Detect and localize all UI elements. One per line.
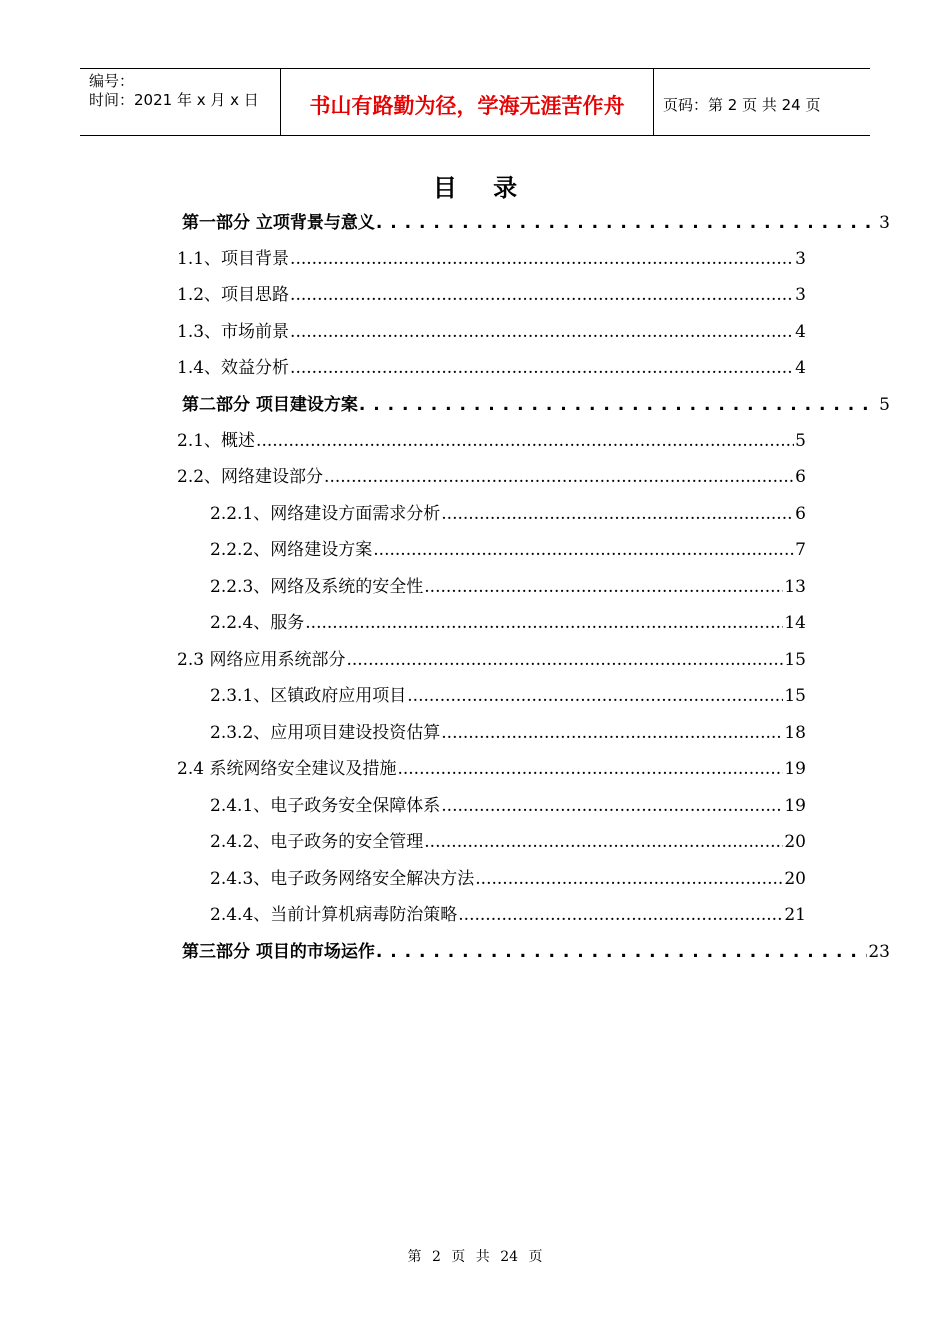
toc-leader	[290, 358, 794, 378]
toc-entry-page: 7	[795, 540, 806, 560]
toc-entry-page: 6	[795, 467, 806, 487]
toc-entry-label: 第二部分 项目建设方案	[182, 395, 358, 415]
toc-entry-page: 23	[868, 942, 890, 962]
toc-leader	[424, 832, 783, 852]
toc-entry-label: 2.1、概述	[177, 431, 256, 451]
toc-entry-label: 2.4.4、当前计算机病毒防治策略	[210, 905, 458, 925]
toc-entry-label: 2.3.2、应用项目建设投资估算	[210, 723, 441, 743]
toc-leader	[305, 613, 783, 633]
toc-entry-page: 3	[795, 285, 806, 305]
toc-entry[interactable]	[177, 317, 806, 347]
toc-entry-label: 2.3.1、区镇政府应用项目	[210, 686, 407, 706]
toc-entry-page: 15	[784, 650, 806, 670]
toc-entry[interactable]	[210, 864, 806, 894]
toc-entry-page: 18	[784, 723, 806, 743]
toc-leader	[376, 942, 867, 962]
toc-leader	[290, 322, 794, 342]
toc-leader	[359, 395, 878, 415]
toc-entry-part-1[interactable]	[182, 208, 890, 238]
toc-entry-page: 21	[784, 905, 806, 925]
toc-entry-label: 2.3 网络应用系统部分	[177, 650, 346, 670]
toc-entry-label: 第三部分 项目的市场运作	[182, 942, 375, 962]
toc-entry[interactable]	[210, 608, 806, 638]
toc-entry-label: 2.2.3、网络及系统的安全性	[210, 577, 424, 597]
toc-entry[interactable]	[210, 572, 806, 602]
toc-leader	[441, 723, 783, 743]
toc-entry-page: 20	[784, 869, 806, 889]
toc-entry-label: 1.1、项目背景	[177, 249, 290, 269]
toc-entry-page: 13	[784, 577, 806, 597]
toc-entry[interactable]	[210, 718, 806, 748]
header-slogan: 书山有路勤为径，学海无涯苦作舟	[281, 69, 654, 135]
toc-entry[interactable]	[210, 499, 806, 529]
header-meta-cell	[80, 69, 281, 135]
toc-entry[interactable]	[210, 827, 806, 857]
toc-entry[interactable]	[210, 900, 806, 930]
document-time-label: 时间：2021 年 x 月 x 日	[89, 91, 259, 109]
toc-leader	[290, 249, 794, 269]
toc-leader	[458, 905, 783, 925]
toc-leader	[290, 285, 794, 305]
toc-leader	[424, 577, 783, 597]
toc-entry-label: 2.4.2、电子政务的安全管理	[210, 832, 424, 852]
toc-entry-label: 1.4、效益分析	[177, 358, 290, 378]
toc-entry[interactable]	[210, 681, 806, 711]
toc-entry-label: 1.3、市场前景	[177, 322, 290, 342]
toc-entry-label: 2.2.2、网络建设方案	[210, 540, 373, 560]
toc-entry[interactable]	[177, 754, 806, 784]
toc-leader	[407, 686, 783, 706]
toc-leader	[441, 796, 783, 816]
toc-entry-page: 20	[784, 832, 806, 852]
toc-entry-label: 2.2.1、网络建设方面需求分析	[210, 504, 441, 524]
toc-title: 目 录	[432, 174, 532, 202]
toc-leader	[475, 869, 783, 889]
toc-entry-page: 4	[795, 322, 806, 342]
document-number-label: 编号：	[89, 72, 135, 90]
toc-entry-page: 3	[879, 213, 890, 233]
toc-entry-page: 15	[784, 686, 806, 706]
toc-entry-label: 2.4.1、电子政务安全保障体系	[210, 796, 441, 816]
toc-entry[interactable]	[177, 426, 806, 456]
toc-entry-page: 3	[795, 249, 806, 269]
page-footer: 第 2 页 共 24 页	[407, 1249, 543, 1265]
toc-leader	[441, 504, 794, 524]
toc-entry-part-3[interactable]	[182, 937, 890, 967]
toc-leader	[397, 759, 783, 779]
toc-entry[interactable]	[177, 280, 806, 310]
toc-entry-label: 2.2.4、服务	[210, 613, 305, 633]
toc-entry-page: 4	[795, 358, 806, 378]
toc-leader	[324, 467, 794, 487]
toc-entry-page: 6	[795, 504, 806, 524]
toc-entry[interactable]	[210, 791, 806, 821]
toc-entry-label: 2.4 系统网络安全建议及措施	[177, 759, 397, 779]
toc-leader	[376, 213, 878, 233]
toc-entry[interactable]	[177, 645, 806, 675]
toc-entry-part-2[interactable]	[182, 390, 890, 420]
toc-entry[interactable]	[210, 535, 806, 565]
toc-entry-label: 2.2、网络建设部分	[177, 467, 324, 487]
toc-entry-label: 1.2、项目思路	[177, 285, 290, 305]
toc-entry-page: 5	[795, 431, 806, 451]
toc-leader	[373, 540, 794, 560]
toc-leader	[256, 431, 794, 451]
toc-entry[interactable]	[177, 462, 806, 492]
toc-entry-label: 2.4.3、电子政务网络安全解决方法	[210, 869, 475, 889]
toc-entry-page: 19	[784, 796, 806, 816]
toc-entry[interactable]	[177, 244, 806, 274]
toc-entry-page: 5	[879, 395, 890, 415]
toc-entry-page: 14	[784, 613, 806, 633]
toc-entry-page: 19	[784, 759, 806, 779]
toc-entry-label: 第一部分 立项背景与意义	[182, 213, 375, 233]
header-page-info: 页码：第 2 页 共 24 页	[663, 95, 821, 114]
toc-leader	[346, 650, 783, 670]
toc-entry[interactable]	[177, 353, 806, 383]
document-header	[80, 68, 870, 136]
